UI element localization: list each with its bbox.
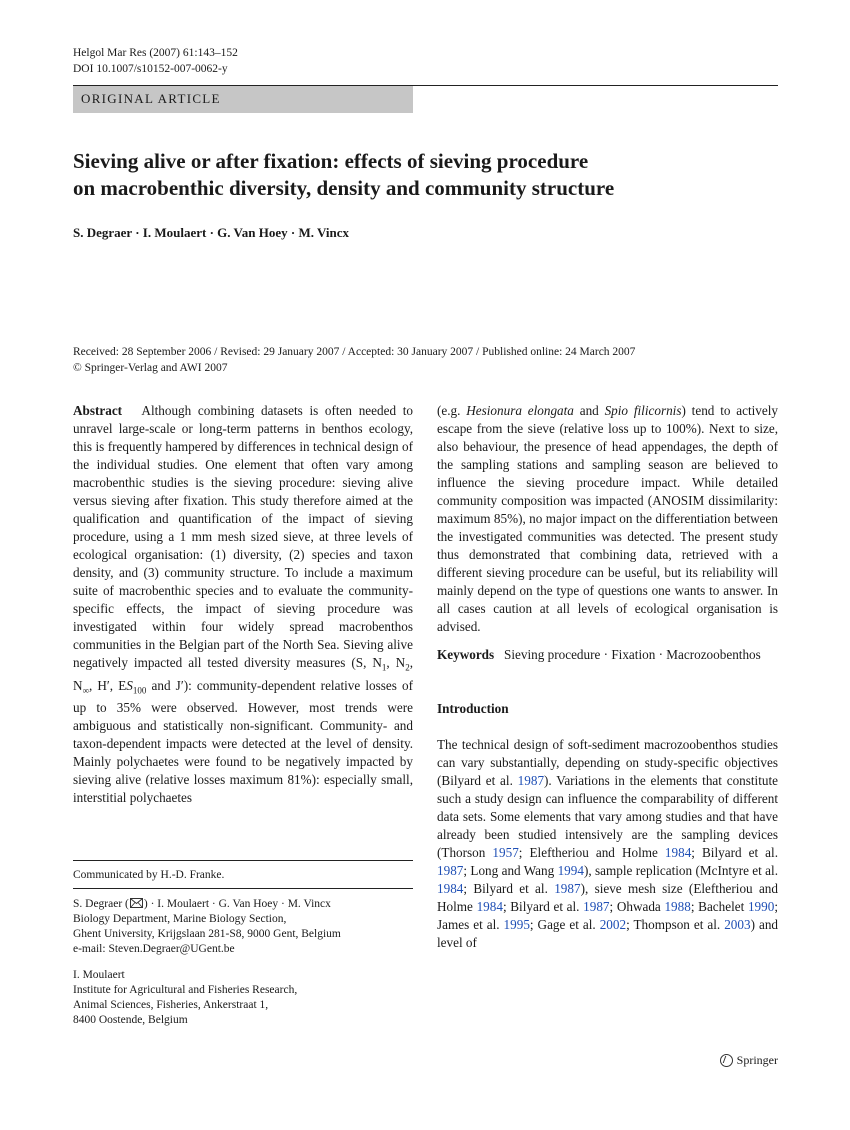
citation-link[interactable]: 1984	[437, 881, 464, 896]
citation-link[interactable]: 1987	[583, 899, 610, 914]
citation-link[interactable]: 1987	[517, 773, 545, 788]
title-line-2: on macrobenthic diversity, density and community structure	[73, 176, 615, 200]
publication-dates: Received: 28 September 2006 / Revised: 29 January 2007 / Accepted: 30 January 2007 / Published online: 24 March 2007	[73, 346, 636, 358]
springer-logo-icon	[720, 1054, 733, 1067]
introduction-text: The technical design of soft-sediment macrozoobenthos studies can vary substantially, depending on study-specific objectives (Bilyard et al. 1987). Variations in the elements that constitute such a study design can influence the comparability of different data sets. Some elements that vary among studies and that have already been studied intensively are the sampling devices (Thorson 1957; Eleftheriou and Holme 1984; Bilyard et al. 1987; Long and Wang 1994), sample replication (McIntyre et al. 1984; Bilyard et al. 1987), sieve mesh size (Eleftheriou and Holme 1984; Bilyard et al. 1987; Ohwada 1988; Bachelet 1990; James et al. 1995; Gage et al. 2002; Thompson et al. 2003) and level of	[437, 737, 779, 950]
publisher-name: Springer	[736, 1053, 778, 1067]
footnote-divider	[73, 860, 413, 861]
journal-citation: Helgol Mar Res (2007) 61:143–152	[73, 47, 238, 59]
envelope-icon	[130, 898, 143, 908]
title-line-1: Sieving alive or after fixation: effects of sieving procedure	[73, 149, 589, 173]
affiliation-divider	[73, 888, 413, 889]
citation-link[interactable]: 1957	[492, 845, 519, 860]
copyright: © Springer-Verlag and AWI 2007	[73, 362, 228, 374]
doi: DOI 10.1007/s10152-007-0062-y	[73, 63, 228, 75]
keywords-heading: Keywords	[437, 647, 495, 662]
affiliation-block-1: S. Degraer ( ) · I. Moulaert · G. Van Hoey · M. Vincx Biology Department, Marine Biology Section, Ghent University, Krijgslaan 281-S8, 9000 Gent, Belgium e-mail: Steven.Degraer@UGent.be	[73, 897, 413, 957]
citation-link[interactable]: 2002	[599, 917, 627, 932]
journal-header	[73, 45, 238, 77]
citation-link[interactable]: 1988	[664, 899, 691, 914]
abstract-continued: (e.g. Hesionura elongata and Spio filicornis) tend to actively escape from the sieve (relative loss up to 100%). Next to size, also behaviour, the presence of head appendages, the depth of the sampling stations and sampling season are believed to influence the sieving procedure impact. While detailed community composition was impacted (ANOSIM dissimilarity: maximum 85%), no major impact on the differentiation between the investigated communities was detected. The present study thus demonstrated that combining data, retrieved with a different sieving procedure can be useful, but its reliability will mainly depend on the type of questions one wants to answer. In all cases caution at all levels of ecological organisation is advised.	[437, 403, 778, 634]
keywords-text: Sieving procedure · Fixation · Macrozoobenthos	[504, 647, 761, 662]
species-name: Spio filicornis	[604, 403, 682, 418]
authors: S. Degraer · I. Moulaert · G. Van Hoey · M. Vincx	[73, 225, 349, 240]
article-type-banner: ORIGINAL ARTICLE	[73, 86, 413, 113]
citation-link[interactable]: 1984	[476, 899, 503, 914]
species-name: Hesionura elongata	[466, 403, 574, 418]
publisher-mark	[720, 1053, 778, 1068]
right-column	[437, 402, 778, 952]
abstract-heading: Abstract	[73, 403, 123, 418]
citation-link[interactable]: 1995	[503, 917, 530, 932]
abstract: Abstract Although combining datasets is often needed to unravel large-scale or long-term patterns in benthos ecology, this is frequently hampered by differences in technical design of the individual studies. One element that often vary among macrobenthic studies is the sieving procedure: sieving alive versus sieving after fixation. This study therefore aimed at the qualification and quantification of the impact of sieving procedure, using a 1 mm mesh sized sieve, at three levels of ecological organisation: (1) diversity, (2) species and taxon density, and (3) community structure. To include a maximum suite of macrobenthic species and to evaluate the community-specific effects, the impact of sieving procedure was investigated within four widely spread macrobenthos communities in the Belgian part of the North Sea. Sieving alive negatively impacted all tested diversity measures (S, $N_1$, $N_2$, $N_\infty$, H′, $ES_{100}$ and J′): community-dependent relative losses of up to 35% were observed. However, most trends were ambiguous and statistically non-significant. Community- and taxon-dependent impacts were detected at the level of density. Mainly polychaetes were found to be negatively impacted by sieving alive (relative losses maximum 81%): especially small, interstitial polychaetes	[73, 403, 414, 806]
citation-link[interactable]: 1987	[554, 881, 581, 896]
author-email[interactable]: e-mail: Steven.Degraer@UGent.be	[73, 943, 235, 955]
affiliation-block-2: I. Moulaert Institute for Agricultural and Fisheries Research, Animal Sciences, Fisheries, Ankerstraat 1, 8400 Oostende, Belgium	[73, 969, 298, 1026]
introduction-heading: Introduction	[437, 701, 509, 716]
article-title	[73, 148, 778, 202]
citation-link[interactable]: 1987	[437, 863, 464, 878]
citation-link[interactable]: 1994	[557, 863, 584, 878]
citation-link[interactable]: 1984	[664, 845, 692, 860]
keywords	[437, 646, 778, 664]
citation-link[interactable]: 2003	[724, 917, 751, 932]
citation-link[interactable]: 1990	[747, 899, 775, 914]
publication-dates-block	[73, 344, 778, 376]
left-column	[73, 402, 413, 807]
communicated-by: Communicated by H.-D. Franke.	[73, 869, 225, 881]
